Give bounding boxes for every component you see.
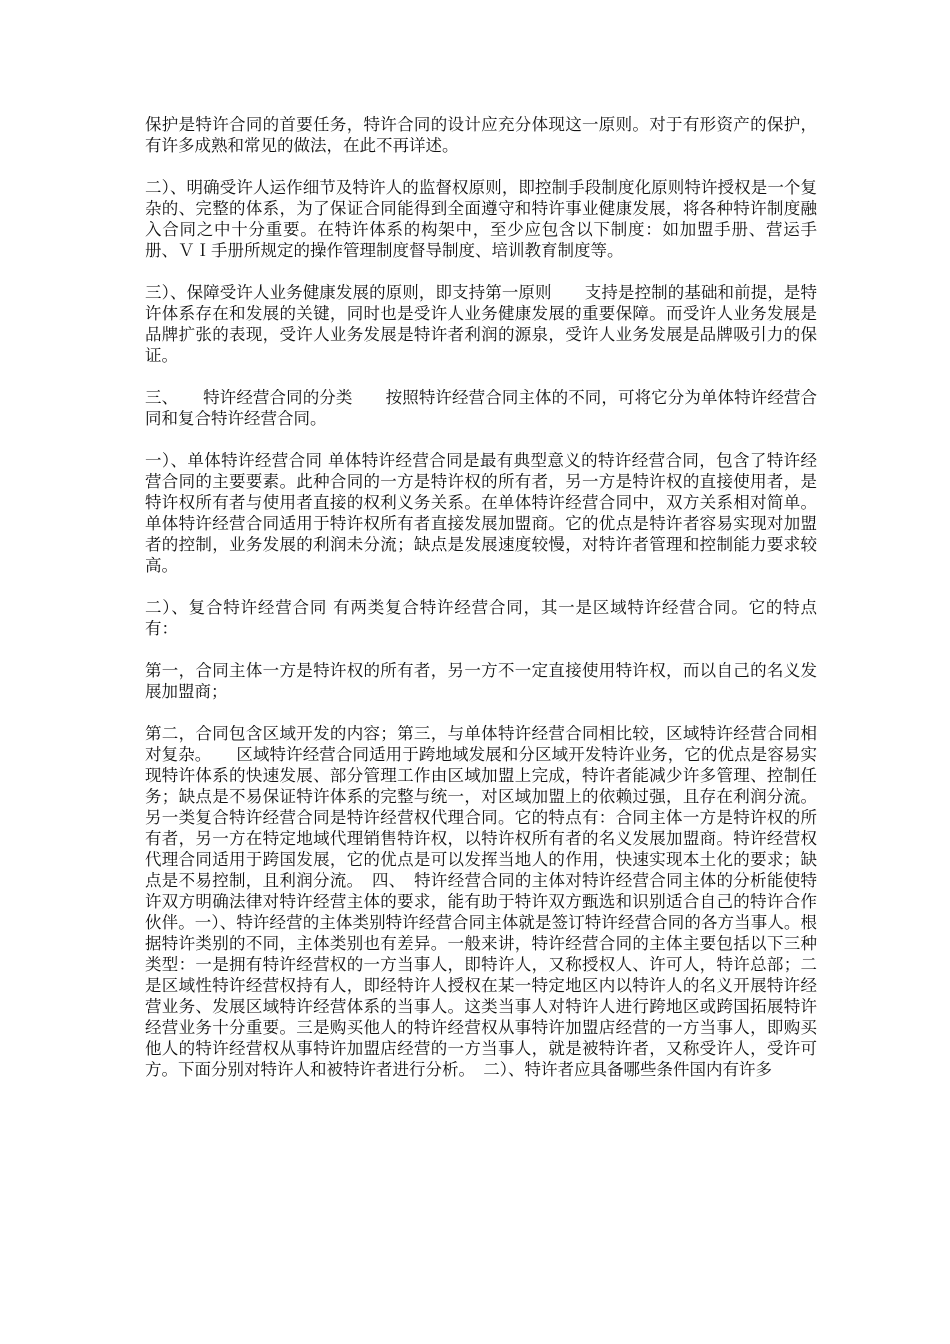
document-page: [145, 114, 823, 1080]
paragraph-4: 三、 特许经营合同的分类 按照特许经营合同主体的不同，可将它分为单体特许经营合同和复合特许经营合同。: [145, 388, 817, 428]
paragraph-7: 第一，合同主体一方是特许权的所有者，另一方不一定直接使用特许权，而以自己的名义发展加盟商；: [145, 661, 817, 701]
paragraph-1: 保护是特许合同的首要任务，特许合同的设计应充分体现这一原则。对于有形资产的保护，有许多成熟和常见的做法，在此不再详述。: [145, 115, 817, 155]
paragraph-8: 第二，合同包含区域开发的内容；第三，与单体特许经营合同相比较，区域特许经营合同相对复杂。 区域特许经营合同适用于跨地域发展和分区域开发特许业务，它的优点是容易实现特许体系的快速发展、部分管理工作由区域加盟上完成，特许者能减少许多管理、控制任务；缺点是不易保证特许体系的完整与统一，对区域加盟上的依赖过强，且存在利润分流。另一类复合特许经营合同是特许经营权代理合同。它的特点有：合同主体一方是特许权的所有者，另一方在特定地域代理销售特许权，以特许权所有者的名义发展加盟商。特许经营权代理合同适用于跨国发展，它的优点是可以发挥当地人的作用，快速实现本土化的要求；缺点是不易控制，且利润分流。 四、 特许经营合同的主体对特许经营合同主体的分析能使特许双方明确法律对特许经营主体的要求，能有助于特许双方甄选和识别适合自己的特许合作伙伴。一）、特许经营的主体类别特许经营合同主体就是签订特许经营合同的各方当事人。根据特许类别的不同，主体类别也有差异。一般来讲，特许经营合同的主体主要包括以下三种类型：一是拥有特许经营权的一方当事人，即特许人，又称授权人、许可人，特许总部；二是区域性特许经营权持有人，即经特许人授权在某一特定地区内以特许人的名义开展特许经营业务、发展区域特许经营体系的当事人。这类当事人对特许人进行跨地区或跨国拓展特许经营业务十分重要。三是购买他人的特许经营权从事特许加盟店经营的一方当事人，即购买他人的特许经营权从事特许加盟店经营的一方当事人，就是被特许者，又称受许人，受许可方。下面分别对特许人和被特许者进行分析。 二）、特许者应具备哪些条件国内有许多: [145, 724, 817, 1079]
paragraph-5: 一）、单体特许经营合同 单体特许经营合同是最有典型意义的特许经营合同，包含了特许经营合同的主要要素。此种合同的一方是特许权的所有者，另一方是特许权的直接使用者，是特许权所有者与使用者直接的权利义务关系。在单体特许经营合同中，双方关系相对简单。 单体特许经营合同适用于特许权所有者直接发展加盟商。它的优点是特许者容易实现对加盟者的控制，业务发展的利润未分流；缺点是发展速度较慢，对特许者管理和控制能力要求较高。: [145, 451, 823, 575]
paragraph-6: 二）、复合特许经营合同 有两类复合特许经营合同，其一是区域特许经营合同。它的特点有：: [145, 598, 817, 638]
paragraph-3: 三）、保障受许人业务健康发展的原则，即支持第一原则 支持是控制的基础和前提，是特许体系存在和发展的关键，同时也是受许人业务健康发展的重要保障。而受许人业务发展是品牌扩张的表现，受许人业务发展是特许者利润的源泉，受许人业务发展是品牌吸引力的保证。: [145, 283, 817, 365]
paragraph-2: 二）、明确受许人运作细节及特许人的监督权原则，即控制手段制度化原则特许授权是一个复杂的、完整的体系，为了保证合同能得到全面遵守和特许事业健康发展，将各种特许制度融入合同之中十分重要。在特许体系的构架中，至少应包含以下制度：如加盟手册、营运手册、ＶＩ手册所规定的操作管理制度督导制度、培训教育制度等。: [145, 178, 817, 260]
